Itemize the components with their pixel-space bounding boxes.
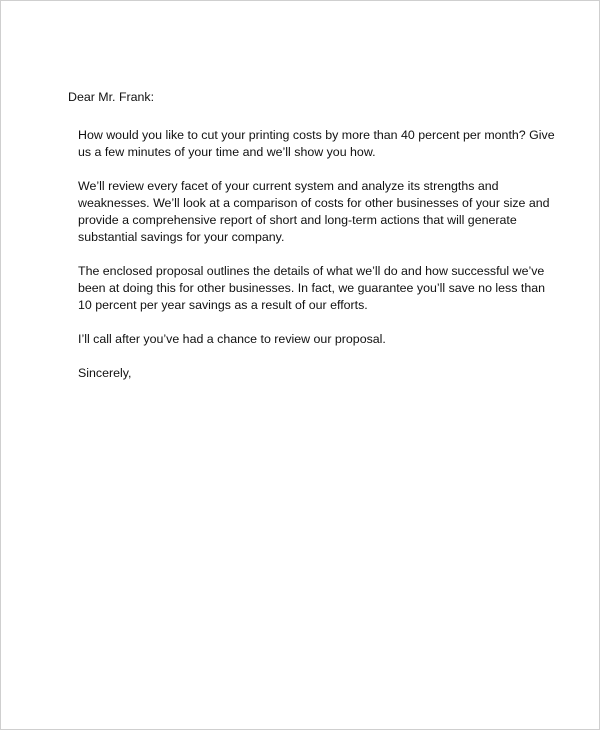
paragraph-offer xyxy=(78,127,558,161)
paragraph-line: The enclosed proposal outlines the details of what we’ll do and how successful we’ve xyxy=(78,264,545,278)
salutation: Dear Mr. Frank: xyxy=(68,90,155,104)
paragraph-line: us a few minutes of your time and we’ll show you how. xyxy=(78,145,376,159)
paragraph-line: I’ll call after you’ve had a chance to review our proposal. xyxy=(78,332,386,346)
paragraph-review xyxy=(78,178,558,246)
letter-body xyxy=(78,127,558,399)
paragraph-proposal xyxy=(78,263,558,314)
paragraph-line: been at doing this for other businesses. In fact, we guarantee you’ll save no less than xyxy=(78,281,546,295)
paragraph-line: weaknesses. We’ll look at a comparison of costs for other businesses of your size and xyxy=(78,196,550,210)
paragraph-line: 10 percent per year savings as a result of our efforts. xyxy=(78,298,368,312)
letter xyxy=(1,1,600,731)
paragraph-line: We’ll review every facet of your current system and analyze its strengths and xyxy=(78,179,499,193)
closing xyxy=(78,365,558,382)
closing-line: Sincerely, xyxy=(78,366,132,380)
paragraph-line: substantial savings for your company. xyxy=(78,230,285,244)
paragraph-line: How would you like to cut your printing costs by more than 40 percent per month? Give xyxy=(78,128,555,142)
paragraph-follow-up xyxy=(78,331,558,348)
paragraph-line: provide a comprehensive report of short and long-term actions that will generate xyxy=(78,213,517,227)
